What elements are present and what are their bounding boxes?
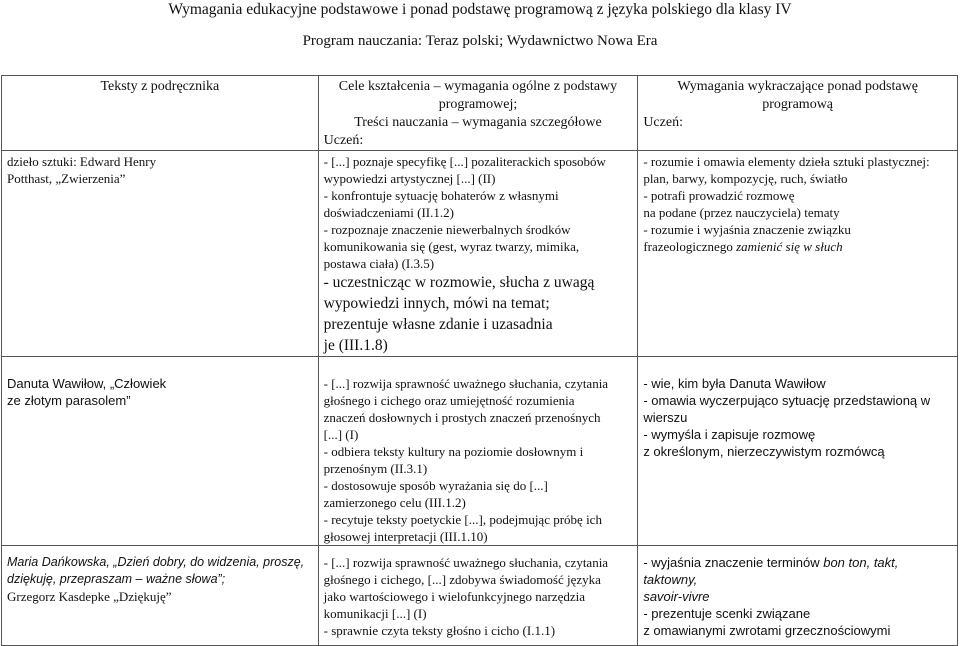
row1-beyond-idiom: zamienić się w słuch bbox=[736, 239, 843, 254]
row3-texts bbox=[2, 546, 319, 646]
header-beyond-line: programową bbox=[762, 97, 834, 112]
header-texts-label: Teksty z podręcznika bbox=[100, 79, 220, 94]
row3-req-line: głośnego i cichego, [...] zdobywa świadomość języka bbox=[323, 572, 601, 587]
header-beyond bbox=[638, 76, 958, 151]
row3-beyond-line: z omawianymi zwrotami grzecznościowymi bbox=[643, 623, 891, 638]
row2-req-line: [...] (I) bbox=[323, 427, 359, 442]
row2-beyond-line: wierszu bbox=[643, 410, 688, 425]
table-row bbox=[2, 151, 958, 357]
row1-req-line: - konfrontuje sytuację bohaterów z własnymi bbox=[323, 188, 559, 203]
header-goals-line: Cele kształcenia – wymagania ogólne z podstawy bbox=[338, 79, 618, 94]
row1-beyond-line: plan, barwy, kompozycję, ruch, światło bbox=[643, 171, 848, 186]
row1-beyond bbox=[638, 151, 958, 357]
row1-beyond-line: - rozumie i omawia elementy dzieła sztuki plastycznej: bbox=[643, 154, 930, 169]
row2-texts bbox=[2, 357, 319, 546]
row2-req-line: głosowej interpretacji (III.1.10) bbox=[323, 529, 488, 544]
row3-text-line: dziękuję, przepraszam – ważne słowa”; bbox=[7, 572, 226, 586]
table-row bbox=[2, 357, 958, 546]
header-goals bbox=[318, 76, 638, 151]
row1-req-big-line: wypowiedzi innych, mówi na temat; bbox=[323, 295, 550, 312]
row1-req-line: postawa ciała) (I.3.5) bbox=[323, 256, 435, 271]
row1-req-big-line: prezentuje własne zdanie i uzasadnia bbox=[323, 316, 553, 333]
row2-req-line: - dostosowuje sposób wyrażania się do [...] bbox=[323, 478, 548, 493]
row1-text-line: Potthast, „Zwierzenia” bbox=[7, 171, 126, 186]
row1-texts bbox=[2, 151, 319, 357]
row1-beyond-plain: frazeologicznego bbox=[643, 239, 737, 254]
row3-beyond-plain: - wyjaśnia znaczenie terminów bbox=[643, 555, 824, 570]
row3-req-line: - sprawnie czyta teksty głośno i cicho (I.1.1) bbox=[323, 623, 556, 638]
header-beyond-line: Wymagania wykraczające ponad podstawę bbox=[677, 79, 918, 94]
table-row bbox=[2, 546, 958, 646]
row3-req-line: komunikacji [...] (I) bbox=[323, 606, 427, 621]
row2-req-line: - recytuje teksty poetyckie [...], podejmując próbę ich bbox=[323, 512, 602, 527]
row2-beyond-line: - wymyśla i zapisuje rozmowę bbox=[643, 427, 816, 442]
row2-req-line: znaczeń dosłownych i prostych znaczeń przenośnych bbox=[323, 410, 601, 425]
row2-req-line: przenośnym (II.3.1) bbox=[323, 461, 428, 476]
requirements-table bbox=[1, 75, 958, 646]
row3-text-line: Grzegorz Kasdepke „Dziękuję” bbox=[7, 589, 172, 604]
row2-beyond-line: z określonym, nierzeczywistym rozmówcą bbox=[643, 444, 885, 459]
row2-req-line: - [...] rozwija sprawność uważnego słuchania, czytania bbox=[323, 376, 609, 391]
row3-text-line: Maria Dańkowska, „Dzień dobry, do widzenia, proszę, bbox=[7, 555, 305, 569]
document-title: Wymagania edukacyjne podstawowe i ponad podstawę programową z języka polskiego dla klasy IV bbox=[168, 1, 792, 18]
row1-req-line: doświadczeniami (II.1.2) bbox=[323, 205, 454, 220]
row3-beyond bbox=[638, 546, 958, 646]
row2-req-line: głośnego i cichego oraz umiejętność rozumienia bbox=[323, 393, 575, 408]
row3-beyond-terms: bon ton, takt, bbox=[823, 555, 899, 570]
row1-beyond-line: - rozumie i wyjaśnia znaczenie związku bbox=[643, 222, 851, 237]
document-subtitle: Program nauczania: Teraz polski; Wydawnictwo Nowa Era bbox=[302, 33, 658, 49]
row1-req-line: - rozpoznaje znaczenie niewerbalnych środków bbox=[323, 222, 571, 237]
row3-beyond-terms-line: taktowny, bbox=[643, 572, 698, 587]
row2-text-line: Danuta Wawiłow, „Człowiek bbox=[7, 376, 167, 391]
header-texts bbox=[2, 76, 319, 151]
header-goals-line: programowej; bbox=[438, 97, 518, 112]
row1-req-line: wypowiedzi artystycznej [...] (II) bbox=[323, 171, 496, 186]
row2-requirements bbox=[318, 357, 638, 546]
row2-beyond-line: - omawia wyczerpująco sytuację przedstawioną w bbox=[643, 393, 931, 408]
row2-beyond bbox=[638, 357, 958, 546]
row3-req-line: jako wartościowego i wielofunkcyjnego narzędzia bbox=[323, 589, 585, 604]
row1-beyond-line-last bbox=[643, 238, 952, 255]
header-beyond-student: Uczeń: bbox=[643, 115, 683, 130]
row2-req-line: zamierzonego celu (III.1.2) bbox=[323, 495, 466, 510]
row1-beyond-line: na podane (przez nauczyciela) tematy bbox=[643, 205, 840, 220]
row1-beyond-line: - potrafi prowadzić rozmowę bbox=[643, 188, 795, 203]
row3-beyond-line: - prezentuje scenki związane bbox=[643, 606, 811, 621]
row3-beyond-terms-line: savoir-vivre bbox=[643, 589, 710, 604]
row1-requirements bbox=[318, 151, 638, 357]
row1-req-line: - [...] poznaje specyfikę [...] pozaliterackich sposobów bbox=[323, 154, 606, 169]
row3-req-line: - [...] rozwija sprawność uważnego słuchania, czytania bbox=[323, 555, 609, 570]
row2-beyond-line: - wie, kim była Danuta Wawiłow bbox=[643, 376, 826, 391]
row3-beyond-line bbox=[643, 554, 952, 571]
header-goals-line: Treści nauczania – wymagania szczegółowe bbox=[354, 115, 602, 130]
row1-req-big-line: - uczestnicząc w rozmowie, słucha z uwagą bbox=[323, 274, 595, 291]
row2-req-line: - odbiera teksty kultury na poziomie dosłownym i bbox=[323, 444, 584, 459]
row1-req-big-line: je (III.1.8) bbox=[323, 337, 388, 354]
header-goals-student: Uczeń: bbox=[323, 133, 364, 148]
row1-text-line: dzieło sztuki: Edward Henry bbox=[7, 154, 157, 169]
row1-req-line: komunikowania się (gest, wyraz twarzy, mimika, bbox=[323, 239, 580, 254]
row2-text-line: ze złotym parasolem” bbox=[7, 393, 131, 408]
table-header-row bbox=[2, 76, 958, 151]
row3-requirements bbox=[318, 546, 638, 646]
